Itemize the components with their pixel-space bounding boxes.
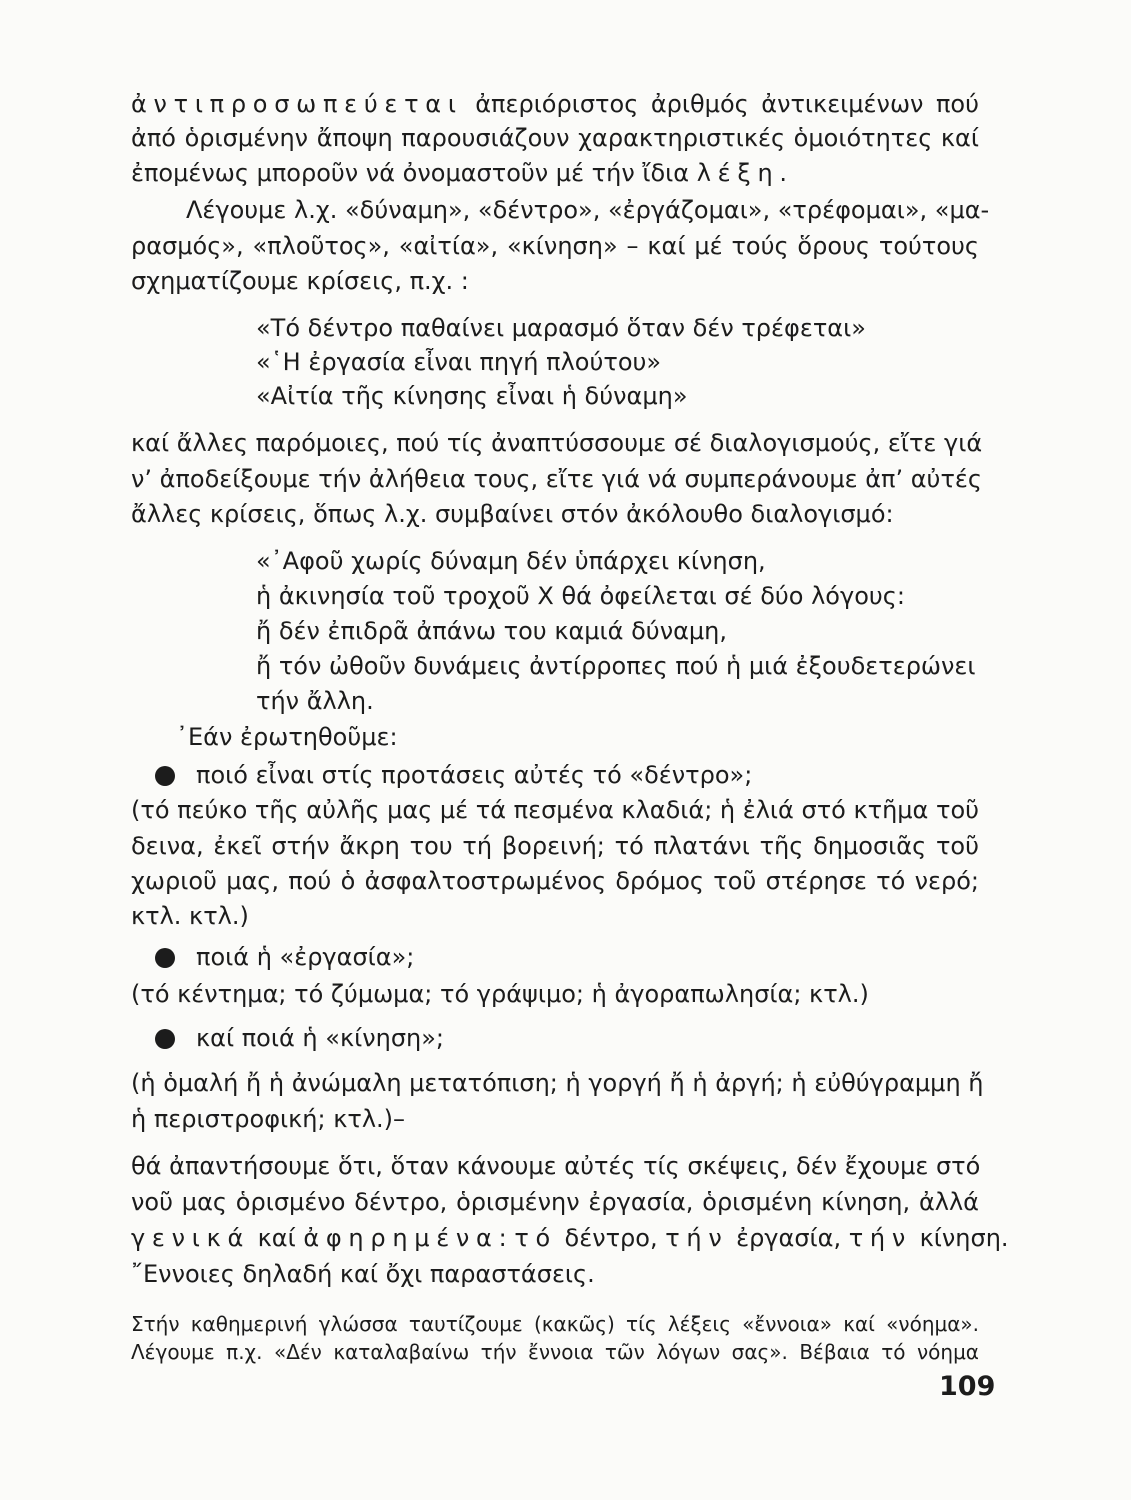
q3-answer-line-2: ἡ περιστροφική; κτλ.)– xyxy=(131,1105,406,1133)
examples-line-2: ρασμός», «πλου̃τος», «αἰτία», «κίνηση» – καί μέ τούς ὅρους τούτους xyxy=(131,232,979,260)
q1-answer-line-1: (τό πεύκο τη̃ς αὐλη̃ς μας μέ τά πεσμένα κλαδιά; ἡ ἐλιά στό κτη̃μα του̃ xyxy=(131,796,980,824)
spaced-word: λέξη xyxy=(696,159,780,187)
paragraph-line-2: ν’ ἀποδείξουμε τήν ἀλήθεια τους, εἴτε γιά νά συμπεράνουμε ἀπ’ αὐτές xyxy=(131,465,982,493)
paragraph-line-3: ἄλλες κρίσεις, ὅπως λ.χ. συμβαίνει στόν ἀκόλουθο διαλογισμό: xyxy=(131,500,894,528)
question-2: ποιά ἡ «ἐργασία»; xyxy=(196,943,415,971)
page-number: 109 xyxy=(939,1371,996,1402)
argument-line-5: τήν ἄλλη. xyxy=(256,687,374,715)
q1-answer-line-3: χωριου̃ μας, πού ὁ ἀσφαλτοστρωμένος δρόμος του̃ στέρησε τό νερό; xyxy=(131,867,979,895)
intro-line-3: ἐπομένως μπορου̃ν νά ὀνομαστου̃ν μέ τήν ἴδια λέξη. xyxy=(131,159,788,187)
if-asked-line: ᾿Εάν ἐρωτηθου̃με: xyxy=(176,723,398,751)
conclusion-line-2: νου̃ μας ὁρισμένο δέντρο, ὁρισμένην ἐργασία, ὁρισμένη κίνηση, ἀλλά xyxy=(131,1188,979,1216)
quote-2: «῾Η ἐργασία εἶναι πηγή πλούτου» xyxy=(256,348,662,376)
conclusion-line-3: γενικά καί ἀφηρημένα: τό δέντρο, τήν ἐργασία, τήν κίνηση. xyxy=(131,1224,1009,1252)
footnote-line-1: Στήν καθημερινή γλώσσα ταυτίζουμε (κακω̃ς) τίς λέξεις «ἔννοια» καί «νόημα». xyxy=(131,1312,979,1336)
examples-line-3: σχηματίζουμε κρίσεις, π.χ. : xyxy=(131,267,469,295)
q2-answer-line-1: (τό κέντημα; τό ζύμωμα; τό γράψιμο; ἡ ἀγοραπωλησία; κτλ.) xyxy=(131,980,869,1008)
bullet-icon xyxy=(155,766,175,786)
argument-line-4: ἤ τόν ὠθου̃ν δυνάμεις ἀντίρροπες πού ἡ μιά ἐξουδετερώνει xyxy=(256,652,976,680)
examples-line-1: Λέγουμε λ.χ. «δύναμη», «δέντρο», «ἐργάζομαι», «τρέφομαι», «μα- xyxy=(186,196,990,224)
argument-line-1: «᾿Αφου̃ χωρίς δύναμη δέν ὑπάρχει κίνηση, xyxy=(256,547,766,575)
question-1: ποιό εἶναι στίς προτάσεις αὐτές τό «δέντρο»; xyxy=(196,761,753,789)
intro-line-1: ἀντιπροσωπεύεται ἀπεριόριστος ἀριθμός ἀντικειμένων πού xyxy=(131,90,979,118)
conclusion-line-1: θά ἀπαντήσουμε ὅτι, ὅταν κάνουμε αὐτές τίς σκέψεις, δέν ἔχουμε στό xyxy=(131,1152,981,1180)
q1-answer-line-4: κτλ. κτλ.) xyxy=(131,902,249,930)
bullet-icon xyxy=(155,948,175,968)
argument-line-2: ἡ ἀκινησία του̃ τροχου̃ Χ θά ὀφείλεται σέ δύο λόγους: xyxy=(256,582,905,610)
question-3: καί ποιά ἡ «κίνηση»; xyxy=(196,1024,445,1052)
spaced-word: ἀντιπροσωπεύεται xyxy=(131,90,463,118)
paragraph-line-1: καί ἄλλες παρόμοιες, πού τίς ἀναπτύσσουμε σέ διαλογισμούς, εἴτε γιά xyxy=(131,429,983,457)
quote-1: «Τό δέντρο παθαίνει μαρασμό ὅταν δέν τρέφεται» xyxy=(256,314,866,342)
argument-line-3: ἤ δέν ἐπιδρα̃ ἀπάνω του καμιά δύναμη, xyxy=(256,617,728,645)
conclusion-line-4: ῎Εννοιες δηλαδή καί ὄχι παραστάσεις. xyxy=(131,1260,595,1288)
q1-answer-line-2: δεινα, ἐκει̃ στήν ἄκρη του τή βορεινή; τό πλατάνι τη̃ς δημοσια̃ς του̃ xyxy=(131,832,979,860)
bullet-icon xyxy=(155,1029,175,1049)
footnote-line-2: Λέγουμε π.χ. «Δέν καταλαβαίνω τήν ἔννοια τω̃ν λόγων σας». Βέβαια τό νόημα xyxy=(131,1340,979,1364)
intro-line-2: ἀπό ὁρισμένην ἄποψη παρουσιάζουν χαρακτηριστικές ὁμοιότητες καί xyxy=(131,124,979,152)
q3-answer-line-1: (ἡ ὁμαλή ἤ ἡ ἀνώμαλη μετατόπιση; ἡ γοργή ἤ ἡ ἀργή; ἡ εὐθύγραμμη ἤ xyxy=(131,1069,984,1097)
quote-3: «Αἰτία τη̃ς κίνησης εἶναι ἡ δύναμη» xyxy=(256,382,688,410)
